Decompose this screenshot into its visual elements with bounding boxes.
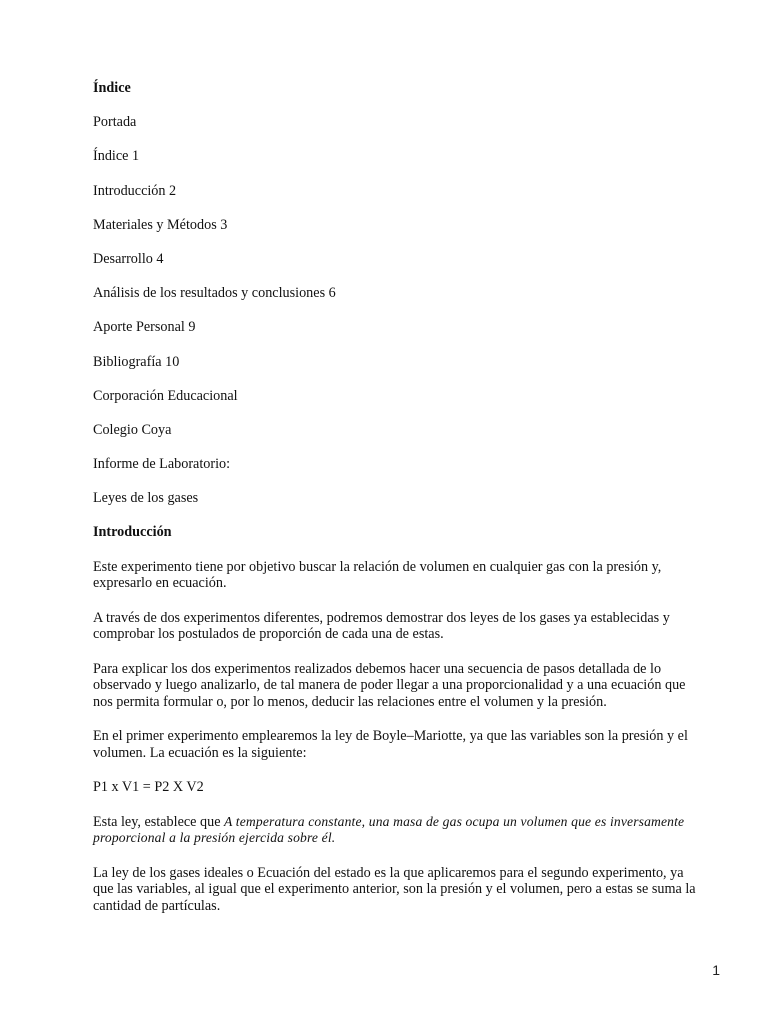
toc-item-analisis: Análisis de los resultados y conclusiones 6 — [93, 285, 336, 302]
law-statement — [93, 814, 703, 848]
intro-paragraph: A través de dos experimentos diferentes, podremos demostrar dos leyes de los gases ya establecidas y comprobar los postulados de proporción de cada una de estas. — [93, 609, 670, 643]
toc-item-materiales: Materiales y Métodos 3 — [93, 216, 228, 233]
toc-item-aporte: Aporte Personal 9 — [93, 319, 196, 336]
toc-item-bibliografia: Bibliografía 10 — [93, 353, 180, 370]
toc-item-desarrollo: Desarrollo 4 — [93, 250, 164, 267]
cover-school: Colegio Coya — [93, 421, 172, 438]
cover-report-title: Leyes de los gases — [93, 490, 199, 507]
intro-title: Introducción — [93, 524, 172, 541]
cover-institution: Corporación Educacional — [93, 387, 238, 404]
law-quote: A temperatura constante, una masa de gas ocupa un volumen que es inversamente proporcional a la presión ejercida sobre él. — [93, 813, 685, 846]
toc-title: Índice — [93, 80, 131, 96]
cover-report-type: Informe de Laboratorio: — [93, 456, 231, 473]
toc-item-indice: Índice 1 — [93, 148, 140, 165]
law-prefix: Esta ley, establece que — [93, 813, 225, 830]
boyle-equation: P1 x V1 = P2 X V2 — [93, 779, 204, 796]
toc-item-introduccion: Introducción 2 — [93, 182, 177, 199]
toc-item-portada: Portada — [93, 114, 137, 131]
intro-paragraph: Para explicar los dos experimentos realizados debemos hacer una secuencia de pasos detallada de lo observado y luego analizarlo, de tal manera de poder llegar a una proporcionalidad y a una ecuación que nos permita formular o, por lo menos, deducir las relaciones entre el volumen y la presión. — [93, 660, 686, 711]
intro-paragraph: En el primer experimento emplearemos la ley de Boyle–Mariotte, ya que las variables son la presión y el volumen. La ecuación es la siguiente: — [93, 728, 688, 762]
intro-paragraph: Este experimento tiene por objetivo buscar la relación de volumen en cualquier gas con la presión y, expresarlo en ecuación. — [93, 558, 662, 592]
page-number: 1 — [712, 962, 720, 978]
ideal-gas-paragraph: La ley de los gases ideales o Ecuación del estado es la que aplicaremos para el segundo experimento, ya que las variables, al igual que el experimento anterior, son la presión y el volumen, pero a estas se suma la cantidad de partículas. — [93, 864, 696, 915]
